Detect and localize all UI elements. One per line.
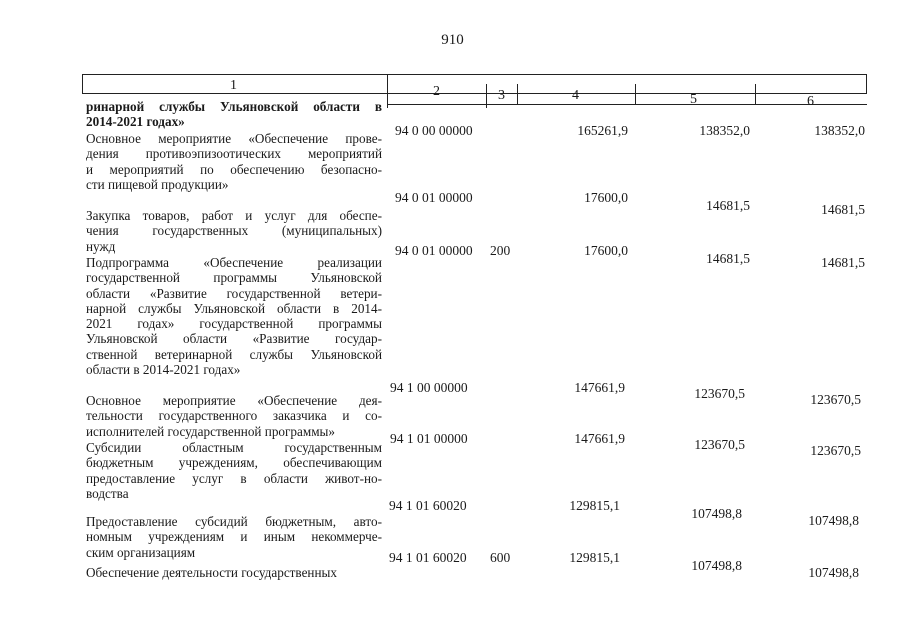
cell-value-4: 17600,0 xyxy=(584,243,628,258)
page-number: 910 xyxy=(441,32,464,48)
description-line: тельности государственного заказчика и со- xyxy=(86,408,382,424)
cell-value-4: 147661,9 xyxy=(574,431,625,446)
description-line: Обеспечение деятельности государственных xyxy=(86,565,338,580)
cell-value-6: 107498,8 xyxy=(808,513,859,528)
description-line: области «Развитие государственной ветери- xyxy=(86,285,382,301)
row-description xyxy=(86,99,382,130)
description-line: дения противоэпизоотических мероприятий xyxy=(86,146,382,162)
description-line: Субсидии областным государственным xyxy=(86,440,382,455)
cell-code: 94 0 01 00000 xyxy=(395,190,473,205)
description-line: Закупка товаров, работ и услуг для обеспе- xyxy=(86,208,382,223)
description-line: ринарной службы Ульяновской области в xyxy=(86,99,382,114)
cell-value-5: 14681,5 xyxy=(706,198,750,213)
header-col-1: 1 xyxy=(230,78,237,93)
cell-code: 94 0 00 00000 xyxy=(395,123,473,138)
table-header xyxy=(82,74,867,94)
cell-code: 94 1 01 00000 xyxy=(390,431,468,446)
description-line: 2014-2021 годах» xyxy=(86,114,185,130)
row-description xyxy=(86,440,382,501)
row-description xyxy=(86,255,382,377)
cell-value-6: 138352,0 xyxy=(814,123,865,138)
cell-expense-type: 200 xyxy=(490,243,511,258)
description-line: нарной службы Ульяновской области в 2014- xyxy=(86,300,382,316)
description-line: Подпрограмма «Обеспечение реализации xyxy=(86,255,382,270)
description-line: 2021 годах» государственной программы xyxy=(86,316,382,332)
column-divider xyxy=(635,84,636,104)
cell-value-6: 107498,8 xyxy=(808,565,859,580)
description-line: Ульяновской области «Развитие государ- xyxy=(86,331,382,347)
description-line: водства xyxy=(86,485,129,501)
header-divider xyxy=(387,104,867,105)
description-line: исполнителей государственной программы» xyxy=(86,423,336,439)
description-line: Основное мероприятие «Обеспечение прове- xyxy=(86,131,382,146)
description-line: Предоставление субсидий бюджетным, авто- xyxy=(86,514,382,529)
description-line: и мероприятий по обеспечению безопасно- xyxy=(86,161,382,177)
header-col-6: 6 xyxy=(807,94,814,109)
header-col-2: 2 xyxy=(433,84,440,99)
cell-value-5: 123670,5 xyxy=(694,386,745,401)
header-col-5: 5 xyxy=(690,92,697,107)
description-line: нужд xyxy=(86,238,116,254)
description-line: Основное мероприятие «Обеспечение дея- xyxy=(86,393,382,408)
description-line: сти пищевой продукции» xyxy=(86,176,229,192)
column-divider xyxy=(517,84,518,104)
cell-value-5: 138352,0 xyxy=(699,123,750,138)
header-col-3: 3 xyxy=(498,88,505,103)
column-divider xyxy=(755,84,756,104)
cell-value-6: 123670,5 xyxy=(810,392,861,407)
row-description xyxy=(86,514,382,560)
cell-value-4: 129815,1 xyxy=(569,498,620,513)
header-col-4: 4 xyxy=(572,88,579,103)
cell-code: 94 0 01 00000 xyxy=(395,243,473,258)
cell-value-4: 129815,1 xyxy=(569,550,620,565)
description-line: бюджетным учреждениям, обеспечивающим xyxy=(86,455,382,471)
cell-code: 94 1 00 00000 xyxy=(390,380,468,395)
description-line: номным учреждениям и иным некоммерче- xyxy=(86,529,382,545)
cell-value-4: 17600,0 xyxy=(584,190,628,205)
cell-value-4: 147661,9 xyxy=(574,380,625,395)
cell-value-4: 165261,9 xyxy=(577,123,628,138)
description-line: ственной ветеринарной службы Ульяновской xyxy=(86,346,382,362)
description-line: ским организациям xyxy=(86,544,196,560)
cell-code: 94 1 01 60020 xyxy=(389,550,467,565)
cell-value-5: 107498,8 xyxy=(691,506,742,521)
description-line: чения государственных (муниципальных) xyxy=(86,223,382,239)
cell-value-5: 123670,5 xyxy=(694,437,745,452)
description-line: государственной программы Ульяновской xyxy=(86,270,382,286)
column-divider xyxy=(387,74,388,108)
cell-expense-type: 600 xyxy=(490,550,511,565)
row-description xyxy=(86,208,382,254)
cell-value-6: 14681,5 xyxy=(821,202,865,217)
cell-value-5: 107498,8 xyxy=(691,558,742,573)
cell-value-6: 123670,5 xyxy=(810,443,861,458)
description-line: предоставление услуг в области живот-но- xyxy=(86,470,382,486)
cell-code: 94 1 01 60020 xyxy=(389,498,467,513)
row-description xyxy=(86,393,382,439)
row-description xyxy=(86,565,382,580)
cell-value-5: 14681,5 xyxy=(706,251,750,266)
row-description xyxy=(86,131,382,192)
description-line: области в 2014-2021 годах» xyxy=(86,362,241,378)
cell-value-6: 14681,5 xyxy=(821,255,865,270)
